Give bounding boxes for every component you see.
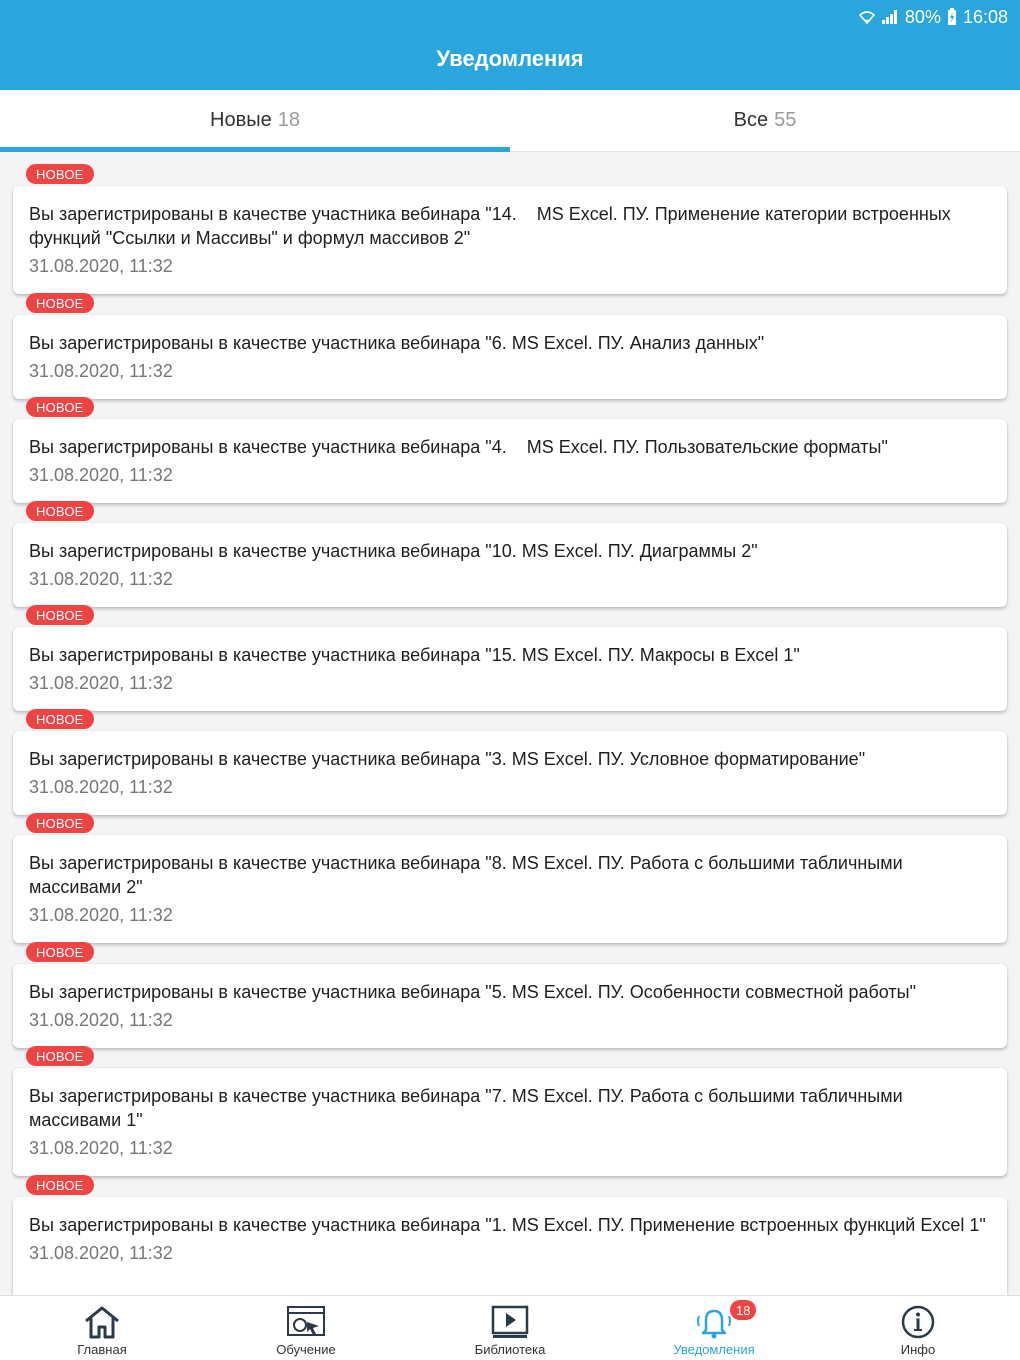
notification-date: 31.08.2020, 11:32 [29,777,173,797]
list-item[interactable] [13,1046,1007,1166]
list-item[interactable] [13,813,1007,933]
notification-date: 31.08.2020, 11:32 [29,361,173,381]
nav-info[interactable] [816,1296,1020,1360]
nav-learning-label: Обучение [276,1342,336,1357]
bottom-navigation [0,1295,1020,1360]
info-icon [899,1302,937,1342]
tab-all-count: 55 [774,109,797,131]
notification-date: 31.08.2020, 11:32 [29,1138,173,1158]
notification-count-badge: 18 [730,1300,756,1320]
notification-card[interactable] [13,1197,1007,1295]
notification-text: Вы зарегистрированы в качестве участника вебинара "15. MS Excel. ПУ. Макросы в Excel 1" [29,645,800,665]
tab-all[interactable] [510,90,1020,151]
new-badge: НОВОЕ [26,1175,94,1195]
list-item[interactable] [13,164,1007,284]
app-bar [0,0,1020,90]
notification-text: Вы зарегистрированы в качестве участника вебинара "8. MS Excel. ПУ. Работа с большими табличными массивами 2" [29,853,908,897]
notification-card[interactable] [13,731,1007,815]
wifi-icon [859,9,875,25]
signal-icon [881,9,899,25]
nav-notifications[interactable] [612,1296,816,1360]
notification-date: 31.08.2020, 11:32 [29,465,173,485]
notification-text: Вы зарегистрированы в качестве участника вебинара "5. MS Excel. ПУ. Особенности совместной работы" [29,982,916,1002]
library-icon [490,1302,530,1342]
notification-text: Вы зарегистрированы в качестве участника вебинара "14. MS Excel. ПУ. Применение категории встроенных функций "Ссылки и Массивы" и формул массивов 2" [29,204,956,248]
tab-new[interactable] [0,90,510,151]
list-item[interactable] [13,1175,1007,1295]
notification-card[interactable] [13,419,1007,503]
nav-info-label: Инфо [900,1342,936,1357]
notification-card[interactable] [13,523,1007,607]
notification-date: 31.08.2020, 11:32 [29,1010,173,1030]
status-bar [859,4,1008,30]
new-badge: НОВОЕ [26,605,94,625]
nav-library-label: Библиотека [474,1342,546,1357]
notification-text: Вы зарегистрированы в качестве участника вебинара "4. MS Excel. ПУ. Пользовательские форматы" [29,437,888,457]
notification-text: Вы зарегистрированы в качестве участника вебинара "1. MS Excel. ПУ. Применение встроенных функций Excel 1" [29,1215,986,1235]
new-badge: НОВОЕ [26,397,94,417]
notification-date: 31.08.2020, 11:32 [29,1243,173,1263]
notification-date: 31.08.2020, 11:32 [29,673,173,693]
new-badge: НОВОЕ [26,813,94,833]
new-badge: НОВОЕ [26,501,94,521]
new-badge: НОВОЕ [26,1046,94,1066]
tab-bar [0,90,1020,152]
clock: 16:08 [962,6,1008,27]
battery-level: 80% [904,6,941,27]
notification-card[interactable] [13,627,1007,711]
notification-text: Вы зарегистрированы в качестве участника вебинара "6. MS Excel. ПУ. Анализ данных" [29,333,765,353]
tab-new-label: Новые [210,109,272,131]
tab-all-label: Все [733,109,769,131]
notification-card[interactable] [13,186,1007,294]
notification-card[interactable] [13,964,1007,1048]
notification-text: Вы зарегистрированы в качестве участника вебинара "7. MS Excel. ПУ. Работа с большими табличными массивами 1" [29,1086,908,1130]
nav-learning[interactable] [204,1296,408,1360]
home-icon [82,1302,122,1342]
nav-home[interactable] [0,1296,204,1360]
list-item[interactable] [13,397,1007,493]
nav-home-label: Главная [77,1342,127,1357]
notification-date: 31.08.2020, 11:32 [29,256,173,276]
list-item[interactable] [13,709,1007,805]
new-badge: НОВОЕ [26,164,94,184]
battery-charging-icon [947,8,957,26]
list-item[interactable] [13,605,1007,701]
notification-text: Вы зарегистрированы в качестве участника вебинара "10. MS Excel. ПУ. Диаграммы 2" [29,541,758,561]
page-title: Уведомления [436,46,584,71]
learning-icon [285,1302,327,1342]
list-item[interactable] [13,293,1007,389]
tab-new-count: 18 [277,109,300,131]
list-item[interactable] [13,942,1007,1038]
new-badge: НОВОЕ [26,942,94,962]
notification-card[interactable] [13,835,1007,943]
notification-card[interactable] [13,1068,1007,1176]
new-badge: НОВОЕ [26,709,94,729]
new-badge: НОВОЕ [26,293,94,313]
nav-notifications-label: Уведомления [673,1342,755,1357]
list-item[interactable] [13,501,1007,597]
notification-text: Вы зарегистрированы в качестве участника вебинара "3. MS Excel. ПУ. Условное форматирование" [29,749,866,769]
nav-library[interactable] [408,1296,612,1360]
notification-date: 31.08.2020, 11:32 [29,905,173,925]
notification-list[interactable] [0,152,1020,1295]
notification-card[interactable] [13,315,1007,399]
notification-date: 31.08.2020, 11:32 [29,569,173,589]
